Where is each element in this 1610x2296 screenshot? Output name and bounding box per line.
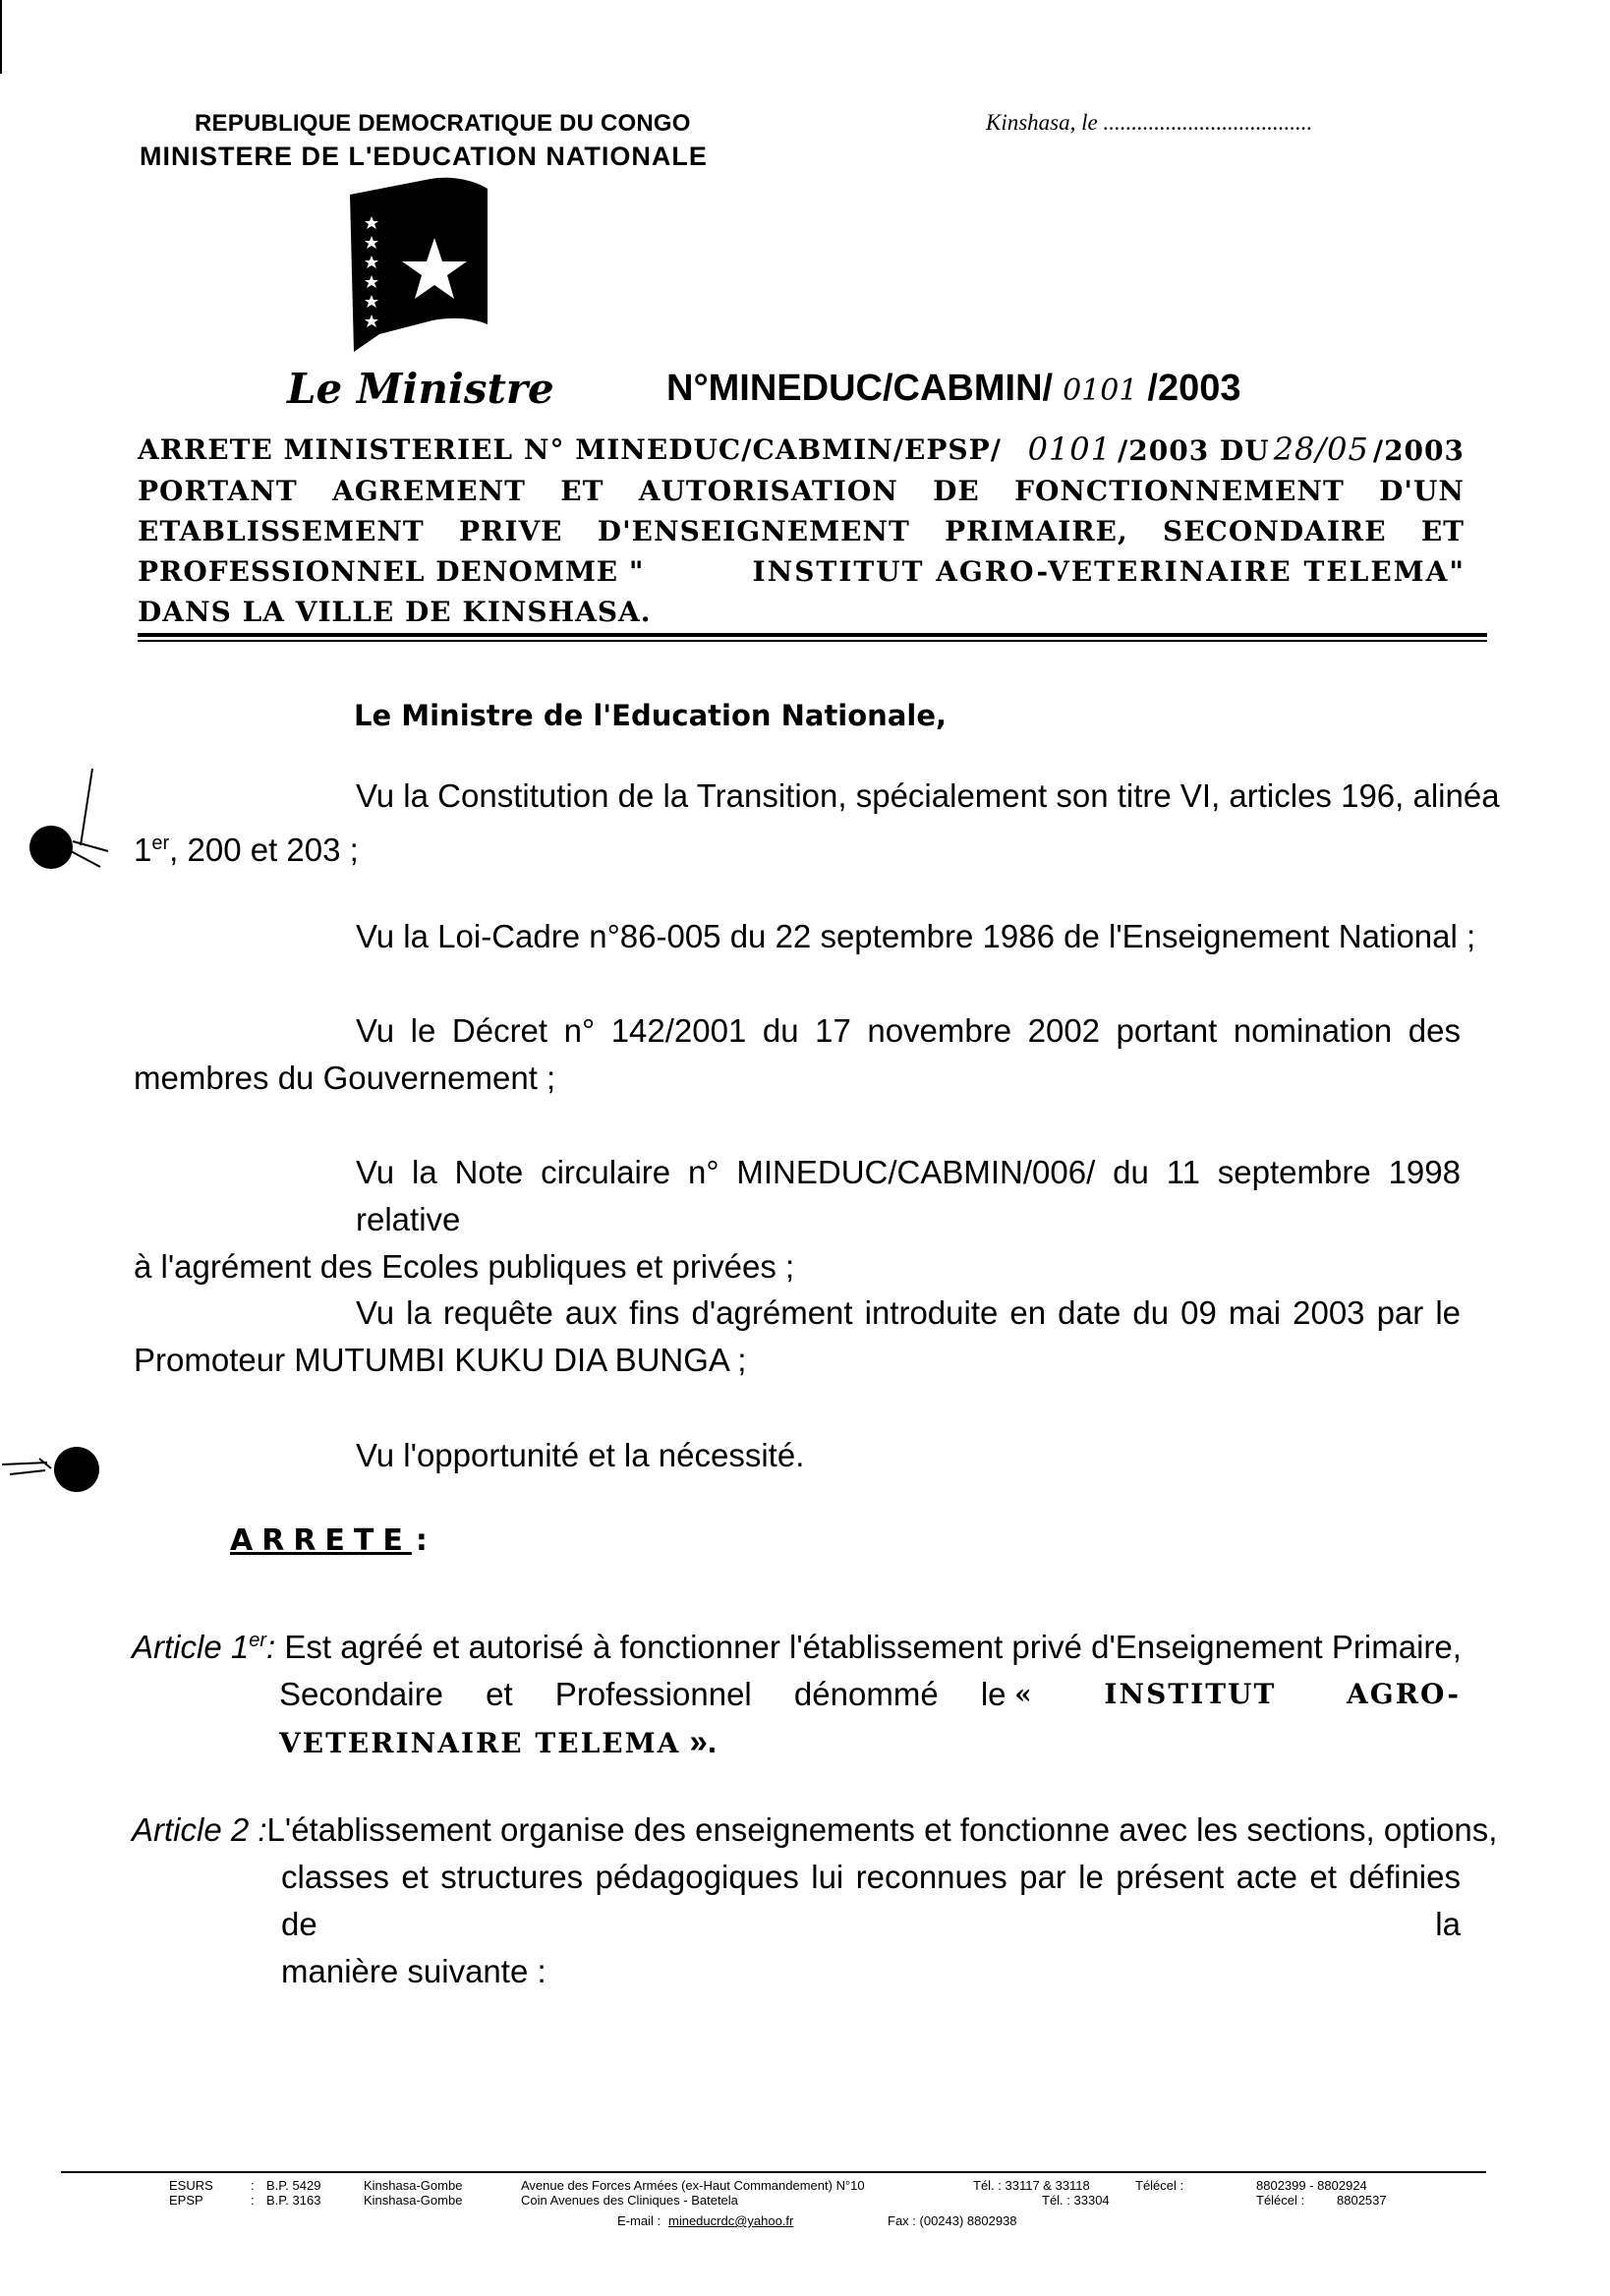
arrete-word: ARRETE — [230, 1523, 412, 1558]
reference-year: /2003 — [1147, 368, 1241, 409]
article-1-line-3 — [132, 1718, 1461, 1767]
vu-1-line-2 — [134, 820, 1461, 874]
article-1-name-1: « INSTITUT AGRO- — [1014, 1678, 1461, 1710]
vu-2: Vu la Loi-Cadre n°86-005 du 22 septembre 1986 de l'Enseignement National ; — [356, 918, 1476, 954]
title-hand-date: 28/05 — [1273, 430, 1369, 468]
footer-address-2: Coin Avenues des Cliniques - Batetela — [521, 2193, 738, 2208]
footer-row-3 — [0, 2213, 1610, 2229]
article-1-label — [132, 1629, 275, 1665]
title-line-3: ETABLISSEMENT PRIVE D'ENSEIGNEMENT PRIMAIRE, SECONDAIRE ET — [138, 515, 1465, 547]
arrete-colon: : — [415, 1523, 436, 1558]
vu-5 — [134, 1290, 1461, 1384]
article-1-label-colon: : — [266, 1629, 276, 1665]
title-line-1-suffix: /2003 — [1372, 434, 1465, 467]
footer-sep-1: : — [251, 2178, 255, 2193]
title-line-4-suffix: " — [1449, 555, 1465, 588]
hole-punch-icon — [22, 757, 110, 875]
vu-6: Vu l'opportunité et la nécessité. — [356, 1437, 805, 1473]
article-1-text-2: Secondaire et Professionnel dénommé le — [279, 1676, 1006, 1712]
footer-telecel-1: 8802399 - 8802924 — [1256, 2178, 1367, 2193]
footer-telecel-2: 8802537 — [1337, 2193, 1387, 2208]
article-2-line-3: manière suivante : — [281, 1953, 546, 1989]
vu-5-line-1: Vu la requête aux fins d'agrément introduite en date du 09 mai 2003 par le — [356, 1294, 1461, 1331]
article-1-line-2 — [132, 1671, 1461, 1718]
footer-org-2: EPSP — [169, 2193, 203, 2208]
institution-name: INSTITUT AGRO-VETERINAIRE TELEMA — [752, 555, 1450, 588]
vu-4-line-2: à l'agrément des Ecoles publiques et privées ; — [134, 1248, 795, 1285]
reference-number — [666, 368, 1241, 410]
vu-1 — [134, 773, 1500, 874]
footer-bp-1: B.P. 5429 — [266, 2178, 321, 2193]
title-line-1-mid: /2003 DU — [1118, 434, 1270, 467]
hole-punch-mark-bottom — [0, 1435, 108, 1504]
article-1-label-text: Article 1 — [132, 1629, 250, 1665]
header-ministry: MINISTERE DE L'EDUCATION NATIONALE — [140, 142, 708, 171]
salutation: Le Ministre de l'Education Nationale, — [354, 699, 948, 732]
article-2-line-1 — [132, 1807, 1498, 1854]
scan-edge-line — [0, 0, 2, 74]
article-1-line-1 — [132, 1617, 1461, 1671]
article-1-label-sup: er — [249, 1630, 267, 1651]
reference-hand-number: 0101 — [1063, 373, 1138, 408]
minister-script: Le Ministre — [287, 365, 554, 413]
article-1-text-1: Est agréé et autorisé à fonctionner l'établissement privé d'Enseignement Primaire, — [284, 1629, 1462, 1665]
footer-telecel-label-2: Télécel : — [1256, 2193, 1305, 2208]
vu-1-ordinal: 1 — [134, 832, 152, 868]
vu-1-line-1: Vu la Constitution de la Transition, spécialement son titre VI, articles 196, alinéa — [356, 777, 1500, 814]
vu-1-ordinal-sup: er — [151, 832, 170, 854]
vu-5-line-2: Promoteur MUTUMBI KUKU DIA BUNGA ; — [134, 1342, 747, 1378]
vu-3-line-1: Vu le Décret n° 142/2001 du 17 novembre 2002 portant nomination des — [356, 1012, 1461, 1049]
footer-city-2: Kinshasa-Gombe — [364, 2193, 463, 2208]
article-2-line-2: classes et structures pédagogiques lui reconnues par le présent acte et définies de la — [281, 1859, 1461, 1942]
footer-email-link[interactable]: mineducrdc@yahoo.fr — [668, 2213, 794, 2228]
footer-bp-2: B.P. 3163 — [266, 2193, 321, 2208]
footer-row-2 — [0, 2193, 1610, 2209]
title-line-1-prefix: ARRETE MINISTERIEL N° MINEDUC/CABMIN/EPSP/ — [138, 433, 1002, 466]
article-1-text-3: ». — [689, 1723, 718, 1759]
footer-row-1 — [0, 2178, 1610, 2194]
article-1 — [132, 1617, 1461, 1767]
title-line-4-prefix: PROFESSIONNEL DENOMME " — [138, 555, 645, 588]
title-line-1 — [138, 430, 1465, 471]
reference-prefix: N°MINEDUC/CABMIN/ — [666, 368, 1054, 409]
footer-tel-2: Tél. : 33304 — [1042, 2193, 1110, 2208]
article-2-label: Article 2 : — [132, 1811, 267, 1848]
footer-sep-2: : — [251, 2193, 255, 2208]
article-1-name-2: VETERINAIRE TELEMA — [279, 1727, 681, 1759]
hole-punch-icon — [0, 1435, 108, 1504]
title-hand-number: 0101 — [1027, 430, 1113, 468]
vu-3-line-2: membres du Gouvernement ; — [134, 1060, 556, 1096]
header-country: REPUBLIQUE DEMOCRATIQUE DU CONGO — [195, 110, 691, 137]
article-2-text-1: L'établissement organise des enseignements et fonctionne avec les sections, options, — [266, 1811, 1498, 1848]
place-date: Kinshasa, le ..................................... — [986, 110, 1313, 135]
title-line-4-name-wrap — [753, 551, 1466, 592]
footer-telecel-label-1: Télécel : — [1135, 2178, 1184, 2193]
vu-1-line-2-rest: , 200 et 203 ; — [169, 832, 359, 868]
drc-flag-emblem — [350, 177, 489, 354]
footer-email-label: E-mail : — [617, 2213, 661, 2228]
vu-4-line-1: Vu la Note circulaire n° MINEDUC/CABMIN/006/ du 11 septembre 1998 relative — [356, 1154, 1461, 1237]
vu-3 — [134, 1007, 1461, 1102]
title-line-2: PORTANT AGREMENT ET AUTORISATION DE FONCTIONNEMENT D'UN — [138, 475, 1465, 507]
footer-org-1: ESURS — [169, 2178, 213, 2193]
footer-address-1: Avenue des Forces Armées (ex-Haut Commandement) N°10 — [521, 2178, 865, 2193]
title-double-rule — [138, 633, 1487, 642]
hole-punch-mark-top — [22, 757, 110, 875]
decree-title — [138, 430, 1465, 632]
title-line-4 — [138, 551, 1465, 592]
drc-flag-icon — [350, 177, 489, 354]
vu-4 — [134, 1149, 1461, 1291]
title-line-5: DANS LA VILLE DE KINSHASA. — [138, 596, 652, 628]
footer-city-1: Kinshasa-Gombe — [364, 2178, 463, 2193]
arrete-heading — [230, 1523, 436, 1558]
title-line-1-rest — [1028, 430, 1465, 471]
footer-fax: Fax : (00243) 8802938 — [888, 2213, 1017, 2228]
article-2 — [132, 1807, 1498, 1995]
footer-rule — [61, 2171, 1486, 2173]
footer-tel-1: Tél. : 33117 & 33118 — [973, 2178, 1090, 2193]
